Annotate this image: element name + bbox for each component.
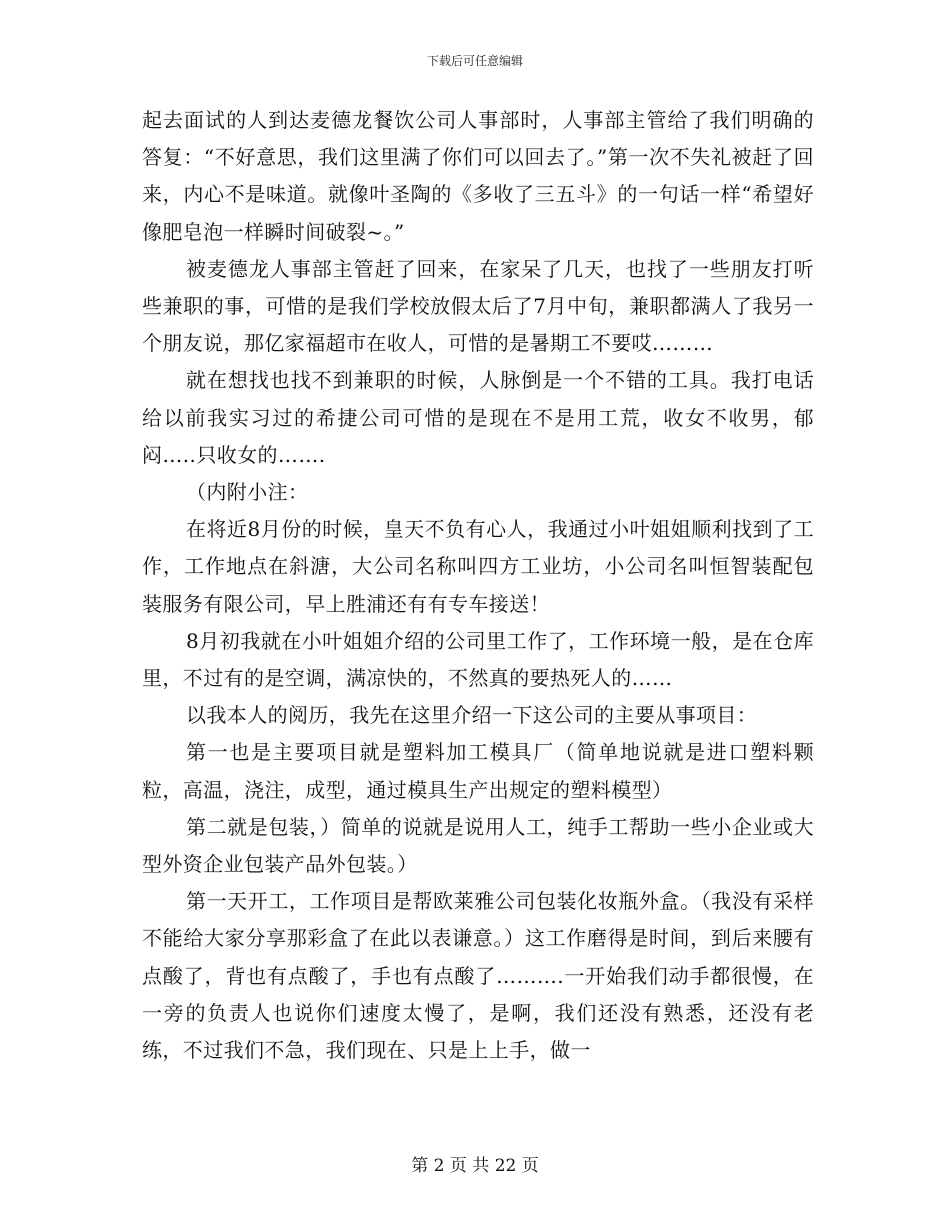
page-header-note: 下载后可任意编辑 (426, 54, 523, 68)
paragraph-4: （内附小注： (186, 480, 309, 505)
paragraph-6: 8月初我就在小叶姐姐介绍的公司里工作了，工作环境一般，是在仓库里，不过有的是空调，满凉快的，不然真的要热死人的…… (142, 628, 814, 691)
paragraph-8: 第一也是主要项目就是塑料加工模具厂（简单地说就是进口塑料颗粒，高温，浇注，成型，通过模具生产出规定的塑料模型） (142, 740, 814, 802)
paragraph-10: 第一天开工，工作项目是帮欧莱雅公司包装化妆瓶外盒。（我没有采样不能给大家分享那彩盒了在此以表谦意。）这工作磨得是时间，到后来腰有点酸了，背也有点酸了，手也有点酸了……….一开始我们动手都很慢，在一旁的负责人也说你们速度太慢了，是啊，我们还没有熟悉，还没有老练，不过我们不急，我们现在、只是上上手，做一 (142, 889, 814, 1063)
paragraph-1: 起去面试的人到达麦德龙餐饮公司人事部时，人事部主管给了我们明确的答复：“不好意思，我们这里满了你们可以回去了。”第一次不失礼被赶了回来，内心不是味道。就像叶圣陶的《多收了三五斗》的一句话一样“希望好像肥皂泡一样瞬时间破裂~。” (142, 108, 814, 244)
paragraph-5: 在将近8月份的时候，皇天不负有心人，我通过小叶姐姐顺利找到了工作，工作地点在斜溏，大公司名称叫四方工业坊，小公司名叫恒智装配包装服务有限公司，早上胜浦还有有专车接送！ (142, 517, 814, 616)
document-body (142, 102, 814, 1069)
page-number: 第 2 页 共 22 页 (411, 1156, 539, 1176)
paragraph-2: 被麦德龙人事部主管赶了回来，在家呆了几天，也找了一些朋友打听些兼职的事，可惜的是我们学校放假太后了7月中旬，兼职都满人了我另一个朋友说，那亿家福超市在收人，可惜的是暑期工不要哎……… (142, 256, 814, 356)
paragraph-3: 就在想找也找不到兼职的时候，人脉倒是一个不错的工具。我打电话给以前我实习过的希捷公司可惜的是现在不是用工荒，收女不收男，郁闷…..只收女的……. (142, 368, 814, 467)
paragraph-9: 第二就是包装，）简单的说就是说用人工，纯手工帮助一些小企业或大型外资企业包装产品外包装。） (142, 814, 814, 877)
paragraph-7: 以我本人的阅历，我先在这里介绍一下这公司的主要从事项目： (186, 703, 758, 728)
